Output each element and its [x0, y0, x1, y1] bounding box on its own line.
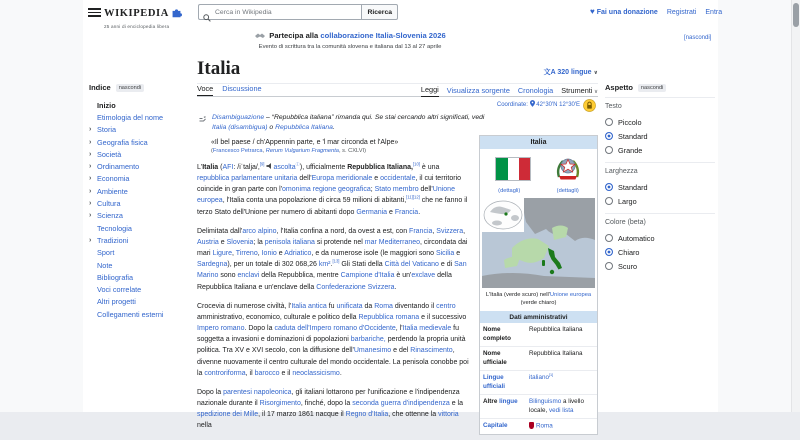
text-run: . — [332, 123, 335, 131]
puzzle-piece-icon — [171, 5, 182, 23]
sidebar-item-tecnologia[interactable] — [89, 222, 191, 234]
location-pin-icon — [530, 100, 535, 107]
wiki-link[interactable]: Svizzera — [436, 227, 464, 235]
wiki-link[interactable]: italiano — [529, 374, 549, 381]
text-run: dell' — [297, 175, 312, 183]
text-run: , — [463, 227, 466, 235]
appearance-title: Aspetto — [605, 83, 633, 92]
toc-item-label: Storia — [97, 125, 117, 135]
wiki-link[interactable]: Roma — [536, 422, 553, 430]
text-run: e — [372, 175, 381, 183]
tab-visualizza-sorgente[interactable]: Visualizza sorgente — [446, 86, 510, 95]
scrollbar-track[interactable] — [791, 0, 800, 412]
text-run: Italia — [202, 164, 219, 171]
wiki-link[interactable]: parentesi napoleonica — [223, 388, 292, 396]
chevron-down-icon: ∨ — [593, 70, 598, 76]
chevron-right-icon[interactable]: › — [89, 138, 92, 146]
toc-item-label: Altri progetti — [97, 297, 136, 307]
tab-voce[interactable]: Voce — [197, 84, 213, 96]
text-run: , il — [245, 369, 255, 377]
wiki-link[interactable]: Slovenia — [226, 238, 254, 246]
text-run: , e da numerose isole (le maggiori sono — [311, 250, 436, 258]
text-run: è un' — [394, 272, 412, 280]
toc-list — [89, 99, 191, 320]
radio-testo-grande[interactable] — [605, 143, 715, 157]
wiki-link[interactable]: Adriatico — [284, 250, 312, 258]
wiki-link[interactable]: Germania — [356, 208, 388, 216]
appearance-group-testo — [605, 97, 715, 157]
text-run: (verde chiaro) — [520, 300, 557, 306]
radio-selected-icon[interactable] — [605, 248, 613, 256]
appearance-group-colore-beta — [605, 213, 715, 273]
text-run: perdendo la propria unità politica. Tra XV e XVI secolo, con la diffusione dell' — [197, 336, 466, 355]
login-link[interactable]: Entra — [705, 8, 723, 16]
radio-testo-standard[interactable] — [605, 129, 715, 143]
chevron-right-icon[interactable]: › — [89, 200, 92, 208]
text-run: , — [262, 148, 266, 154]
radio-label: Piccolo — [618, 117, 642, 127]
toc-item-label: Tradizioni — [97, 235, 129, 245]
text-run: e — [276, 250, 285, 258]
infobox-row — [480, 346, 597, 370]
wiki-link[interactable]: Impero romano — [197, 325, 245, 333]
infobox-title: Italia — [480, 136, 597, 149]
infobox-row-label — [480, 371, 527, 394]
text-run: ), ufficialmente — [299, 164, 348, 171]
wiki-link[interactable]: Francesco Petrarca — [212, 148, 263, 154]
wiki-link[interactable]: [9] — [259, 161, 265, 167]
infobox-row-label — [480, 347, 527, 370]
sidebar-item-tradizioni[interactable] — [89, 234, 191, 246]
wiki-link[interactable]: Italia (disambigua) — [212, 123, 268, 131]
wiki-link[interactable]: Ligure — [212, 250, 233, 258]
wiki-link[interactable]: Bilinguismo — [529, 398, 562, 405]
wiki-link[interactable]: [13] — [332, 258, 340, 264]
text-run: , che ottenne la — [388, 411, 439, 419]
wiki-link[interactable]: Rerum Vulgarium Fragmenta — [265, 148, 339, 154]
wiki-link[interactable]: Città del Vaticano — [384, 261, 439, 269]
wiki-link[interactable]: AFI — [222, 164, 234, 171]
quote-text: «Il bel paese / ch'Appennin parte, e 'l mar circonda et l'Alpe» — [211, 139, 399, 146]
rome-coat-of-arms-icon — [529, 422, 534, 429]
toc-item-label: Tecnologia — [97, 223, 132, 233]
text-run: nella — [197, 422, 212, 430]
infobox — [479, 135, 598, 435]
sidebar-item-geografia-fisica[interactable] — [89, 136, 191, 148]
wiki-link[interactable]: penisola italiana — [264, 238, 315, 246]
text-run: , l' — [395, 325, 403, 333]
wiki-link[interactable]: Campione d'Italia — [340, 272, 395, 280]
banner-bold-text: Partecipa alla — [269, 31, 319, 40]
wiki-link[interactable]: ⓘ — [295, 161, 300, 167]
banner-hide-link[interactable]: [nascondi] — [684, 35, 712, 41]
infobox-row-label — [480, 419, 527, 434]
event-banner — [150, 31, 550, 50]
text-run: L' — [197, 164, 203, 171]
radio-selected-icon[interactable] — [605, 183, 613, 191]
text-run: – “Repubblica italiana” rimanda qui. Se stai cercando altri significati, vedi — [264, 114, 485, 121]
sidebar-item-storia[interactable] — [89, 124, 191, 136]
toc-item-label: Economia — [97, 174, 130, 184]
text-run: si protende nel — [314, 238, 365, 246]
sidebar-item-economia[interactable] — [89, 173, 191, 185]
search-input[interactable] — [198, 4, 361, 20]
text-run: della Repubblica, mentre — [259, 272, 341, 280]
infobox-row-value — [527, 419, 597, 434]
wiki-link[interactable]: Italia antica — [291, 302, 327, 310]
text-run: e il successivo — [419, 313, 467, 321]
wiki-link[interactable]: vedi lista — [548, 406, 574, 414]
banner-link[interactable]: collaborazione Italia-Slovenia 2026 — [320, 31, 446, 40]
text-run: fu soggetta a invasioni e dominazioni di popolazioni — [197, 325, 460, 344]
wiki-link[interactable]: Stato membro — [374, 186, 419, 194]
text-run: o — [267, 123, 276, 131]
wiki-link[interactable]: Francia — [409, 227, 433, 235]
text-run: Nome ufficiale — [483, 350, 507, 366]
text-run: Repubblica Italiana, — [347, 164, 413, 171]
radio-larghezza-standard[interactable] — [605, 180, 715, 194]
text-run: della Repubblica Italiana e un'enclave della — [197, 272, 452, 291]
radio-label: Automatico — [618, 233, 655, 243]
appearance-group-label: Colore (beta) — [605, 219, 646, 226]
sidebar-item-scienza[interactable] — [89, 210, 191, 222]
wiki-link[interactable]: [1] — [548, 372, 554, 377]
wiki-link[interactable]: km² — [318, 261, 331, 269]
text-run: , divenne nuovamente il centro culturale del mondo occidentale. La penisola conobbe poi la — [197, 347, 469, 377]
text-run: , il 17 marzo 1861 nacque il — [258, 411, 346, 419]
hamburger-menu-icon[interactable] — [88, 8, 101, 17]
text-run: , — [232, 250, 236, 258]
wiki-link[interactable]: spedizione dei Mille — [197, 411, 259, 419]
radio-selected-icon[interactable] — [605, 132, 613, 140]
wiki-link[interactable]: Repubblica Italiana — [275, 123, 333, 131]
wiki-link[interactable]: Europa meridionale — [311, 175, 373, 183]
appearance-group-label: Testo — [605, 103, 622, 110]
radio-label: Scuro — [618, 261, 638, 271]
text-run: e — [218, 238, 227, 246]
wiki-link[interactable]: Confederazione Svizzera — [316, 283, 395, 291]
sidebar-item-collegamenti-esterni[interactable] — [89, 308, 191, 320]
toc-hide-button[interactable]: nascondi — [116, 84, 144, 92]
wiki-link[interactable]: mar Mediterraneo — [364, 238, 421, 246]
italy-emblem-image[interactable] — [554, 154, 582, 184]
sidebar-item-societ[interactable] — [89, 148, 191, 160]
radio-unselected-icon[interactable] — [605, 262, 613, 270]
radio-label: Chiaro — [618, 247, 640, 257]
wiki-link[interactable]: repubblica parlamentare unitaria — [197, 175, 298, 183]
wiki-link[interactable]: arco alpino — [242, 227, 277, 235]
text-run: , l'Italia conta una popolazione di circa 59 milioni di abitanti, — [222, 197, 407, 205]
wiki-link[interactable]: enclavi — [237, 272, 260, 280]
radio-colore-beta-automatico[interactable] — [605, 231, 715, 245]
wiki-link[interactable]: barocco — [254, 369, 280, 377]
wiki-link[interactable]: Risorgimento — [259, 399, 301, 407]
wiki-link[interactable]: Tirreno — [235, 250, 258, 258]
wiki-link[interactable]: vittoria — [438, 411, 459, 419]
wiki-link[interactable]: ascolta — [273, 164, 296, 171]
wiki-link[interactable]: Repubblica romana — [358, 313, 420, 321]
handshake-icon — [254, 32, 266, 41]
wiki-link[interactable]: Rinascimento — [410, 347, 453, 355]
text-run: Crocevia di numerose civiltà, l' — [197, 302, 292, 310]
text-run: a livello locale, — [529, 398, 584, 414]
wiki-link[interactable]: Unione europea — [197, 186, 455, 205]
language-selector-button[interactable]: 文A 320 lingue ∨ — [543, 69, 598, 76]
coordinates-value: 42°30′N 12°30′E — [536, 102, 580, 108]
register-link[interactable]: Registrati — [666, 8, 697, 16]
article-content — [197, 58, 598, 440]
flag-details-link[interactable]: (dettagli) — [498, 188, 521, 194]
text-run: Altre — [483, 398, 500, 405]
infobox-row — [480, 370, 597, 394]
wiki-link[interactable]: Unione europea — [549, 292, 592, 298]
tab-cronologia[interactable]: Cronologia — [517, 86, 554, 95]
toc-item-label: Sport — [97, 248, 115, 258]
text-run: ; la — [253, 238, 265, 246]
sidebar-item-inizio[interactable] — [89, 99, 191, 111]
map-caption — [480, 288, 597, 311]
text-run: e del — [391, 347, 411, 355]
banner-subtitle: Evento di scrittura tra la comunità slovena e italiana dal 13 al 27 aprile — [258, 43, 442, 50]
chevron-right-icon[interactable]: › — [89, 163, 92, 171]
text-run: che ne fanno il terzo Stato dell'Unione per numero di abitanti dopo — [197, 197, 468, 216]
wiki-link[interactable]: seconda guerra d'indipendenza — [352, 399, 450, 407]
chevron-right-icon[interactable]: › — [89, 126, 92, 134]
wiki-link[interactable]: San Marino — [197, 261, 467, 280]
wiki-link[interactable]: omonima regione geografica — [282, 186, 371, 194]
radio-unselected-icon[interactable] — [605, 197, 613, 205]
appearance-hide-button[interactable]: nascondi — [638, 84, 666, 92]
header-user-links — [590, 8, 722, 16]
audio-speaker-icon — [266, 163, 272, 169]
appearance-panel — [605, 83, 715, 273]
article-tabbar — [197, 84, 598, 97]
infobox-row — [480, 418, 597, 434]
text-run: e la — [449, 399, 463, 407]
wiki-link[interactable]: Ionio — [261, 250, 277, 258]
text-run: L'Italia (verde scuro) nell' — [485, 292, 550, 298]
infobox-row-value — [527, 371, 597, 394]
radio-label: Standard — [618, 131, 648, 141]
radio-label: Largo — [618, 196, 637, 206]
radio-unselected-icon[interactable] — [605, 146, 613, 154]
wiki-link[interactable]: barbariche, — [350, 336, 386, 344]
infobox-row-value — [527, 347, 597, 370]
infobox-section-header: Dati amministrativi — [480, 311, 597, 323]
text-run: Repubblica Italiana — [529, 350, 583, 357]
disambiguation-icon — [199, 114, 208, 127]
text-run: Nome completo — [483, 326, 511, 342]
text-run: , — [432, 227, 437, 235]
radio-label: Standard — [618, 182, 648, 192]
text-run: e — [454, 250, 461, 258]
toc-item-label: Note — [97, 260, 113, 270]
toc-item-label: Bibliografia — [97, 272, 134, 282]
appearance-group-larghezza — [605, 162, 715, 208]
toc-item-label: Cultura — [97, 199, 121, 209]
infobox-row-label — [480, 323, 527, 346]
logo-wordmark: WIKIPEDIA — [104, 8, 169, 19]
text-run: fu — [326, 302, 337, 310]
wiki-link[interactable]: Capitale — [483, 422, 508, 429]
infobox-row — [480, 323, 597, 346]
toc-title: Indice — [89, 83, 111, 92]
disambiguation-hatnote — [197, 113, 487, 132]
toc-item-label: Etimologia del nome — [97, 112, 164, 122]
toc-item-label: Geografia fisica — [97, 137, 148, 147]
text-run: , — [257, 250, 262, 258]
toc-item-label: Inizio — [97, 100, 116, 110]
scrollbar-thumb[interactable] — [793, 3, 799, 27]
wiki-link[interactable]: Disambiguazione — [212, 114, 265, 121]
wiki-link[interactable]: Italia medievale — [402, 325, 452, 333]
text-run: Gli Stati della — [339, 261, 385, 269]
text-run: ( — [211, 148, 213, 154]
protected-padlock-icon — [583, 99, 596, 117]
text-run: da — [362, 302, 375, 310]
radio-colore-beta-chiaro[interactable] — [605, 245, 715, 259]
sidebar-item-bibliografia[interactable] — [89, 271, 191, 283]
text-run: sono — [218, 272, 238, 280]
wikipedia-logo[interactable] — [104, 3, 182, 29]
text-run: e il — [279, 369, 293, 377]
text-run: dell' — [418, 186, 433, 194]
radio-colore-beta-scuro[interactable] — [605, 259, 715, 273]
wiki-link[interactable]: neoclassicismo — [292, 369, 340, 377]
radio-unselected-icon[interactable] — [605, 118, 613, 126]
wiki-link[interactable]: Roma — [374, 302, 393, 310]
text-run: , gli italiani lottarono per l'unificazione e l'indipendenza nazionale durante il — [197, 388, 460, 407]
toc-item-label: Collegamenti esterni — [97, 309, 164, 319]
infobox-row-value — [527, 395, 597, 418]
infobox-row-value — [527, 323, 597, 346]
wiki-link[interactable]: Austria — [197, 238, 219, 246]
text-run: . — [330, 261, 333, 269]
text-run: diventando il — [392, 302, 437, 310]
emblem-details-link[interactable]: (dettagli) — [556, 188, 579, 194]
wiki-link[interactable]: Umanesimo — [353, 347, 392, 355]
sidebar-item-cultura[interactable] — [89, 197, 191, 209]
sidebar-item-sport[interactable] — [89, 247, 191, 259]
chevron-right-icon[interactable]: › — [89, 236, 92, 244]
page-title: Italia — [197, 58, 241, 79]
sidebar-item-ordinamento[interactable] — [89, 160, 191, 172]
text-run: , l'Italia confina a nord, da ovest a est, con — [276, 227, 410, 235]
text-run: . — [339, 369, 342, 377]
text-run: , circondata dai mari — [197, 238, 468, 258]
chevron-right-icon[interactable]: › — [89, 212, 92, 220]
wiki-link[interactable]: unificata — [336, 302, 363, 310]
text-run: ), per un totale di 302 068,26 — [227, 261, 319, 269]
text-run: . — [394, 283, 397, 291]
toc-item-label: Voci correlate — [97, 285, 142, 295]
wiki-link[interactable]: lingue — [499, 398, 518, 405]
sidebar-item-altri-progetti[interactable] — [89, 296, 191, 308]
logo-tagline: 25 anni di enciclopedia libera — [104, 24, 170, 29]
radio-unselected-icon[interactable] — [605, 234, 613, 242]
coordinates-label: Coordinate: — [496, 102, 528, 108]
wiki-link[interactable]: exclave — [411, 272, 436, 280]
infobox-row-label — [480, 395, 527, 418]
wiki-link[interactable]: occidentale — [380, 175, 416, 183]
text-run: ; — [370, 186, 375, 194]
text-run: , s. CXLVI) — [338, 148, 367, 154]
sidebar-item-etimologia-del-nome[interactable] — [89, 111, 191, 123]
chevron-right-icon[interactable]: › — [89, 187, 92, 195]
radio-testo-piccolo[interactable] — [605, 115, 715, 129]
search-bar — [198, 4, 398, 20]
search-icon — [203, 9, 211, 27]
italy-flag-image[interactable] — [495, 157, 531, 181]
toc-item-label: Scienza — [97, 211, 123, 221]
radio-label: Grande — [618, 145, 643, 155]
text-run: Repubblica Italiana — [529, 326, 583, 333]
text-run: , il cui territorio coincide in gran parte con l' — [197, 175, 462, 194]
wiki-link[interactable]: Lingue ufficiali — [483, 374, 506, 390]
text-run: ( — [218, 164, 223, 171]
toc-item-label: Ambiente — [97, 186, 128, 196]
toc-item-label: Ordinamento — [97, 162, 140, 172]
text-run: Delimitata dall' — [197, 227, 243, 235]
wiki-link[interactable]: [11][12] — [406, 195, 420, 201]
tab-leggi[interactable]: Leggi — [421, 85, 439, 97]
text-run: Dopo la — [197, 388, 224, 396]
infobox-rows — [480, 323, 597, 434]
chevron-right-icon[interactable]: › — [89, 175, 92, 183]
wiki-link[interactable]: caduta dell'Impero romano d'Occidente — [274, 325, 396, 333]
language-icon: 文A — [543, 69, 556, 76]
radio-larghezza-largo[interactable] — [605, 194, 715, 208]
text-run: è una — [419, 164, 440, 171]
coordinates-row[interactable] — [197, 100, 580, 109]
text-run: e — [387, 208, 395, 216]
wiki-link[interactable]: centro — [436, 302, 456, 310]
text-run: . — [418, 208, 421, 216]
infobox-row — [480, 394, 597, 418]
wiki-link[interactable]: controriforma — [204, 369, 246, 377]
chevron-right-icon[interactable]: › — [89, 150, 92, 158]
table-of-contents — [89, 83, 191, 320]
donate-link[interactable]: ♥ Fai una donazione — [590, 7, 658, 16]
wiki-link[interactable]: Sicilia — [435, 250, 455, 258]
text-run: : /iˈtalja/, — [233, 164, 260, 171]
sidebar-item-ambiente[interactable] — [89, 185, 191, 197]
sidebar-item-voci-correlate[interactable] — [89, 283, 191, 295]
text-run: amministrativo, economico, culturale e politico della — [197, 313, 359, 321]
wiki-link[interactable]: [10] — [412, 161, 420, 167]
tab-strumenti[interactable]: Strumenti ∨ — [561, 86, 598, 95]
text-run: , finché, dopo la — [300, 399, 353, 407]
text-run: e di — [438, 261, 455, 269]
chevron-down-icon: ∨ — [592, 89, 598, 95]
wiki-link[interactable]: Francia — [394, 208, 419, 216]
tab-discussione[interactable]: Discussione — [222, 84, 262, 93]
wiki-link[interactable]: Regno d'Italia — [345, 411, 389, 419]
text-run: . Dopo la — [244, 325, 275, 333]
toc-item-label: Società — [97, 149, 122, 159]
appearance-group-label: Larghezza — [605, 168, 638, 175]
search-button[interactable]: Ricerca — [361, 4, 398, 20]
heart-icon: ♥ — [590, 7, 595, 16]
sidebar-item-note[interactable] — [89, 259, 191, 271]
eu-locator-map-image[interactable] — [482, 198, 595, 288]
wiki-link[interactable]: Sardegna — [197, 261, 228, 269]
